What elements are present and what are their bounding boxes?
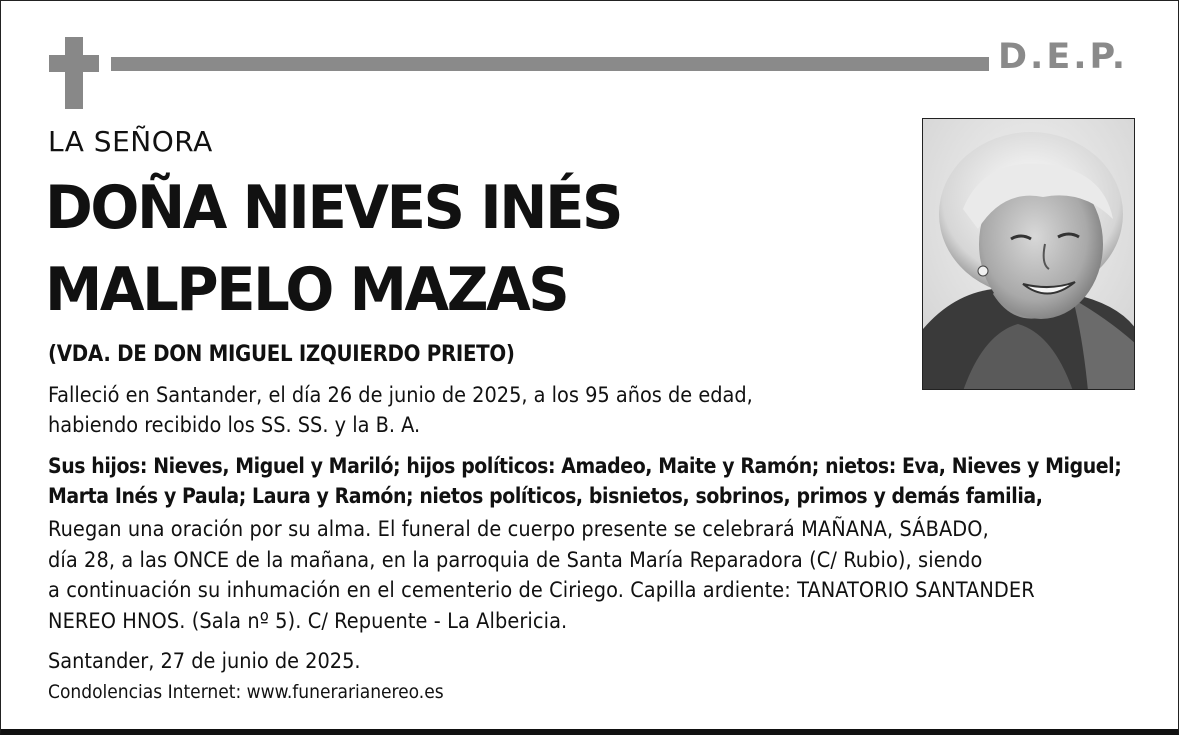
- funeral-line: a continuación su inhumación en el cementerio de Ciriego. Capilla ardiente: TANATORIO SANTANDER: [48, 578, 1035, 603]
- family-line: Marta Inés y Paula; Laura y Ramón; nietos políticos, bisnietos, sobrinos, primos y demás familia,: [48, 484, 1043, 508]
- family-line: Sus hijos: Nieves, Miguel y Mariló; hijos políticos: Amadeo, Maite y Ramón; nietos: Eva, Nieves y Miguel;: [48, 454, 1122, 478]
- deceased-name-line-2: MALPELO MAZAS: [45, 255, 568, 325]
- portrait-image: [923, 119, 1135, 390]
- portrait-photo: [922, 118, 1135, 390]
- title-label: LA SEÑORA: [48, 125, 213, 158]
- funeral-line: día 28, a las ONCE de la mañana, en la parroquia de Santa María Reparadora (C/ Rubio), siendo: [48, 547, 983, 573]
- death-notice-line: Falleció en Santander, el día 26 de junio de 2025, a los 95 años de edad,: [48, 383, 753, 408]
- funeral-line: NEREO HNOS. (Sala nº 5). C/ Repuente - La Albericia.: [48, 608, 568, 634]
- funeral-details: [48, 515, 1035, 637]
- cross-icon: [65, 37, 83, 109]
- place-date: Santander, 27 de junio de 2025.: [48, 649, 361, 674]
- death-notice: [48, 381, 753, 441]
- funeral-line: Ruegan una oración por su alma. El funeral de cuerpo presente se celebrará MAÑANA, SÁBADO,: [48, 517, 989, 542]
- death-notice-line: habiendo recibido los SS. SS. y la B. A.: [48, 413, 421, 438]
- widow-of: (VDA. DE DON MIGUEL IZQUIERDO PRIETO): [48, 342, 515, 367]
- dep-label: D.E.P.: [998, 37, 1129, 77]
- family-list: [48, 451, 1121, 511]
- header-rule: [111, 57, 989, 71]
- condolences-link: Condolencias Internet: www.funerarianereo.es: [48, 681, 444, 703]
- deceased-name-line-1: DOÑA NIEVES INÉS: [45, 173, 622, 243]
- cross-icon-arm: [49, 55, 99, 72]
